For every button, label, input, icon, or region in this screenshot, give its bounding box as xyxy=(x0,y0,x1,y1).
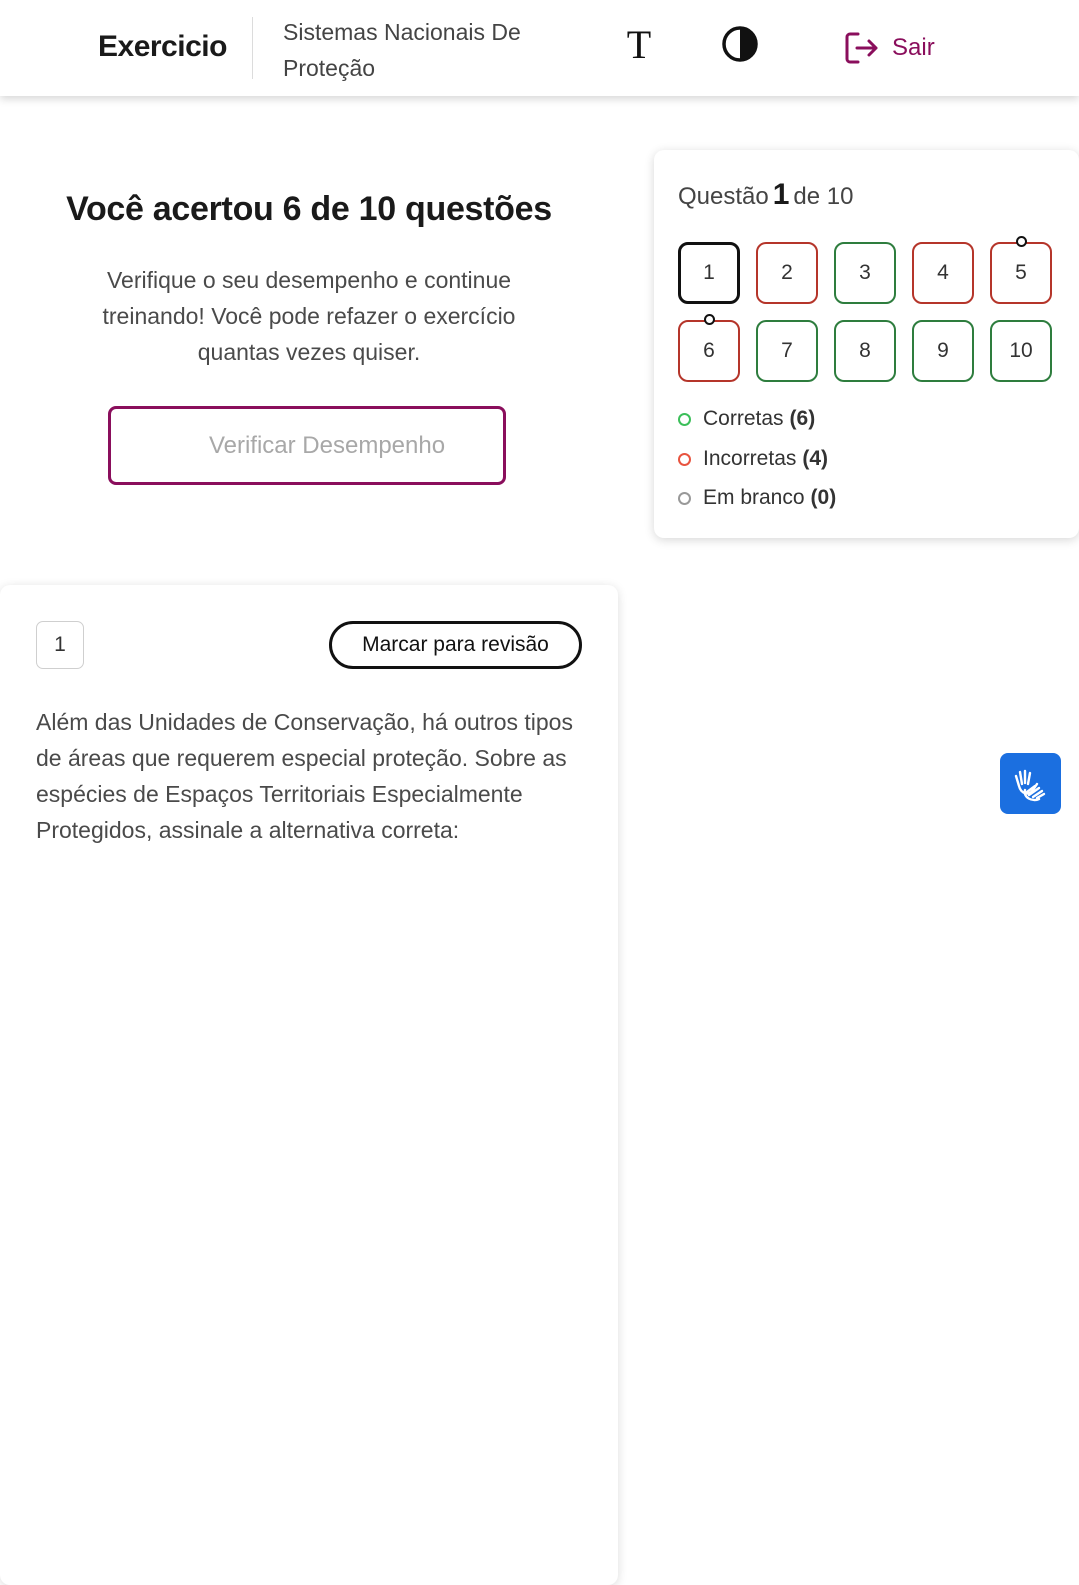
review-flag-icon xyxy=(704,314,715,325)
legend-incorrect-label: Incorretas xyxy=(703,447,797,470)
legend-blank xyxy=(678,486,836,510)
question-nav-label: 5 xyxy=(1015,261,1027,284)
result-description: Verifique o seu desempenho e continue treinando! Você pode refazer o exercício quantas vezes quiser. xyxy=(102,267,516,365)
blank-dot-icon xyxy=(678,492,691,505)
legend-correct xyxy=(678,407,815,431)
question-nav-item[interactable] xyxy=(678,320,740,382)
exit-button[interactable] xyxy=(844,30,935,66)
legend-blank-count: (0) xyxy=(810,486,837,509)
libras-accessibility-button[interactable] xyxy=(1000,753,1061,814)
navigator-total: de 10 xyxy=(793,183,854,210)
question-nav-label: 8 xyxy=(859,339,871,362)
legend-incorrect-count: (4) xyxy=(802,447,829,470)
question-nav-item[interactable] xyxy=(756,320,818,382)
question-nav-label: 9 xyxy=(937,339,949,362)
header-divider xyxy=(252,17,253,79)
question-number-badge: 1 xyxy=(36,621,84,669)
sign-language-hands-icon xyxy=(1011,764,1051,804)
mark-for-review-button[interactable]: Marcar para revisão xyxy=(329,621,582,669)
question-nav-label: 6 xyxy=(703,339,715,362)
question-nav-label: 1 xyxy=(703,261,715,284)
contrast-toggle-button[interactable] xyxy=(720,24,760,64)
exit-label: Sair xyxy=(892,34,935,61)
question-nav-item[interactable] xyxy=(912,320,974,382)
legend-correct-count: (6) xyxy=(789,407,816,430)
contrast-icon xyxy=(720,24,760,64)
check-performance-button[interactable]: Verificar Desempenho xyxy=(108,406,506,485)
review-flag-icon xyxy=(1016,236,1027,247)
question-nav-item[interactable] xyxy=(990,320,1052,382)
question-nav-item[interactable] xyxy=(756,242,818,304)
legend-incorrect xyxy=(678,447,828,471)
question-nav-item[interactable] xyxy=(990,242,1052,304)
question-statement: Além das Unidades de Conservação, há outros tipos de áreas que requerem especial proteção. Sobre as espécies de Espaços Territoriais Especialmente Protegidos, assinale a alternativa correta: xyxy=(36,709,573,843)
legend-correct-label: Corretas xyxy=(703,407,784,430)
navigator-prefix: Questão xyxy=(678,183,769,210)
question-nav-item[interactable] xyxy=(834,320,896,382)
question-nav-label: 4 xyxy=(937,261,949,284)
app-brand: Exercicio xyxy=(98,30,227,63)
logout-icon xyxy=(844,31,880,65)
font-size-button[interactable] xyxy=(618,22,660,68)
text-size-icon: T xyxy=(626,22,652,67)
question-nav-label: 3 xyxy=(859,261,871,284)
incorrect-dot-icon xyxy=(678,453,691,466)
question-navigator xyxy=(654,150,1079,538)
navigator-heading xyxy=(678,178,853,212)
correct-dot-icon xyxy=(678,413,691,426)
result-title: Você acertou 6 de 10 questões xyxy=(66,190,552,228)
question-nav-item[interactable] xyxy=(678,242,740,304)
top-bar xyxy=(0,0,1079,96)
course-title: Sistemas Nacionais De Proteção xyxy=(283,19,521,81)
question-nav-item[interactable] xyxy=(834,242,896,304)
question-nav-label: 10 xyxy=(1009,339,1033,362)
question-nav-item[interactable] xyxy=(912,242,974,304)
legend-blank-label: Em branco xyxy=(703,486,805,509)
question-nav-label: 2 xyxy=(781,261,793,284)
question-nav-label: 7 xyxy=(781,339,793,362)
question-card xyxy=(0,585,618,1585)
current-question-number: 1 xyxy=(772,178,790,211)
